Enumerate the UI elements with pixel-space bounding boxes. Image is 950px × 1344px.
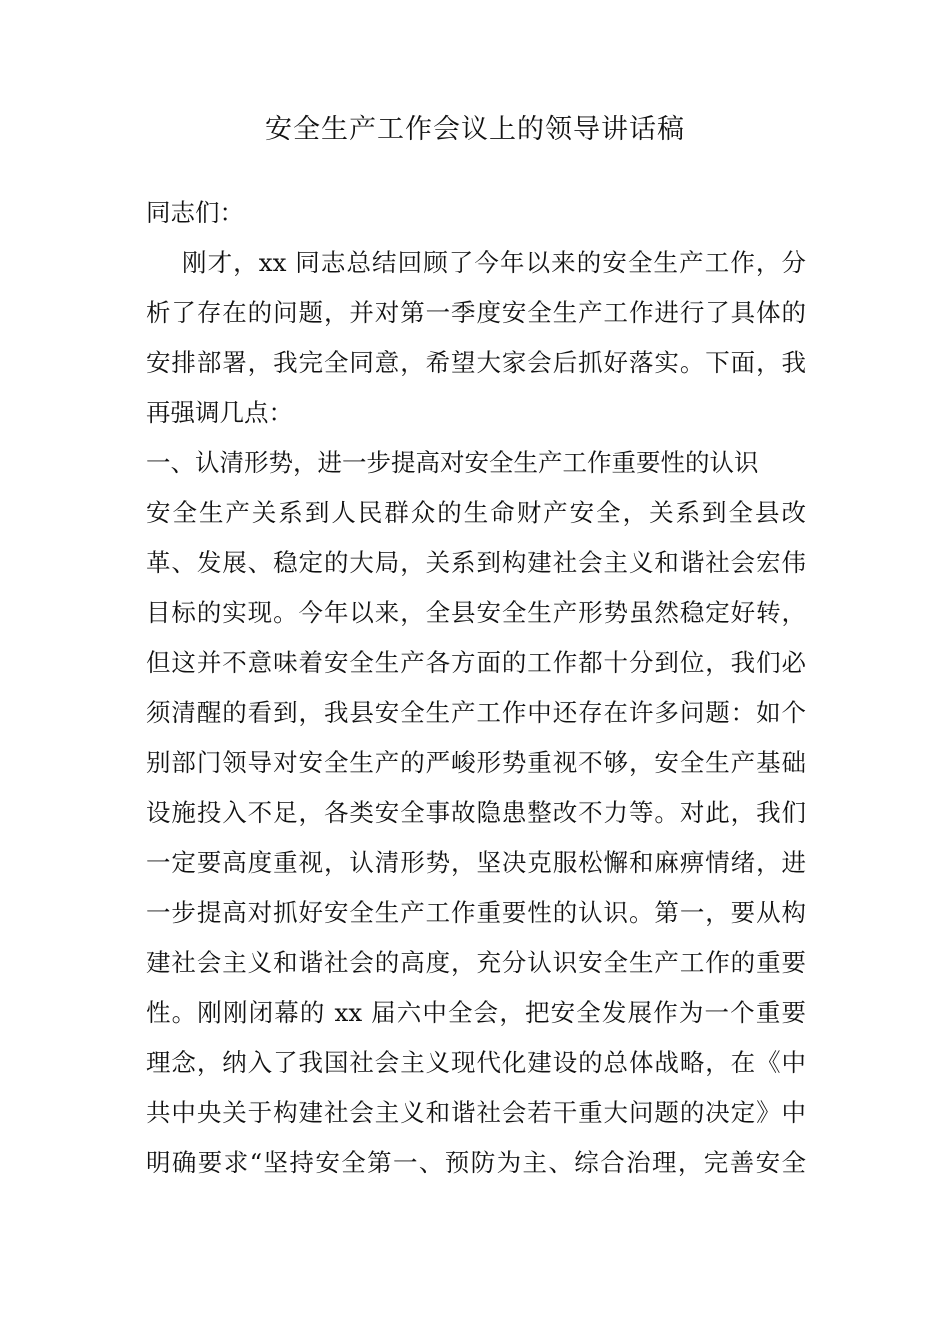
text-line: 性。刚刚闭幕的 xx 届六中全会，把安全发展作为一个重要 (146, 998, 806, 1027)
text-line: 共中央关于构建社会主义和谐社会若干重大问题的决定》中 (146, 1098, 806, 1127)
text-line: 别部门领导对安全生产的严峻形势重视不够，安全生产基础 (146, 748, 806, 777)
text-line: 同志们： (146, 198, 244, 227)
text-line: 设施投入不足，各类安全事故隐患整改不力等。对此，我们 (146, 798, 806, 827)
text-line: 明确要求“坚持安全第一、预防为主、综合治理，完善安全 (146, 1148, 806, 1177)
text-line: 刚才，xx 同志总结回顾了今年以来的安全生产工作，分 (182, 248, 806, 277)
text-line: 一定要高度重视，认清形势，坚决克服松懈和麻痹情绪，进 (146, 848, 806, 877)
text-line: 安全生产关系到人民群众的生命财产安全，关系到全县改 (146, 498, 806, 527)
document-title: 安全生产工作会议上的领导讲话稿 (265, 114, 685, 145)
document-body (146, 188, 806, 1188)
text-line: 目标的实现。今年以来，全县安全生产形势虽然稳定好转， (146, 598, 806, 627)
text-line: 建社会主义和谐社会的高度，充分认识安全生产工作的重要 (146, 948, 806, 977)
text-line: 析了存在的问题，并对第一季度安全生产工作进行了具体的 (146, 298, 806, 327)
text-line: 一、认清形势，进一步提高对安全生产工作重要性的认识 (146, 448, 759, 477)
text-line: 安排部署，我完全同意，希望大家会后抓好落实。下面，我 (146, 348, 806, 377)
text-line: 理念，纳入了我国社会主义现代化建设的总体战略，在《中 (146, 1048, 806, 1077)
text-line: 再强调几点： (146, 398, 293, 427)
text-line: 一步提高对抓好安全生产工作重要性的认识。第一，要从构 (146, 898, 806, 927)
text-line: 但这并不意味着安全生产各方面的工作都十分到位，我们必 (146, 648, 806, 677)
text-line: 须清醒的看到，我县安全生产工作中还存在许多问题：如个 (146, 698, 806, 727)
text-line: 革、发展、稳定的大局，关系到构建社会主义和谐社会宏伟 (146, 548, 806, 577)
